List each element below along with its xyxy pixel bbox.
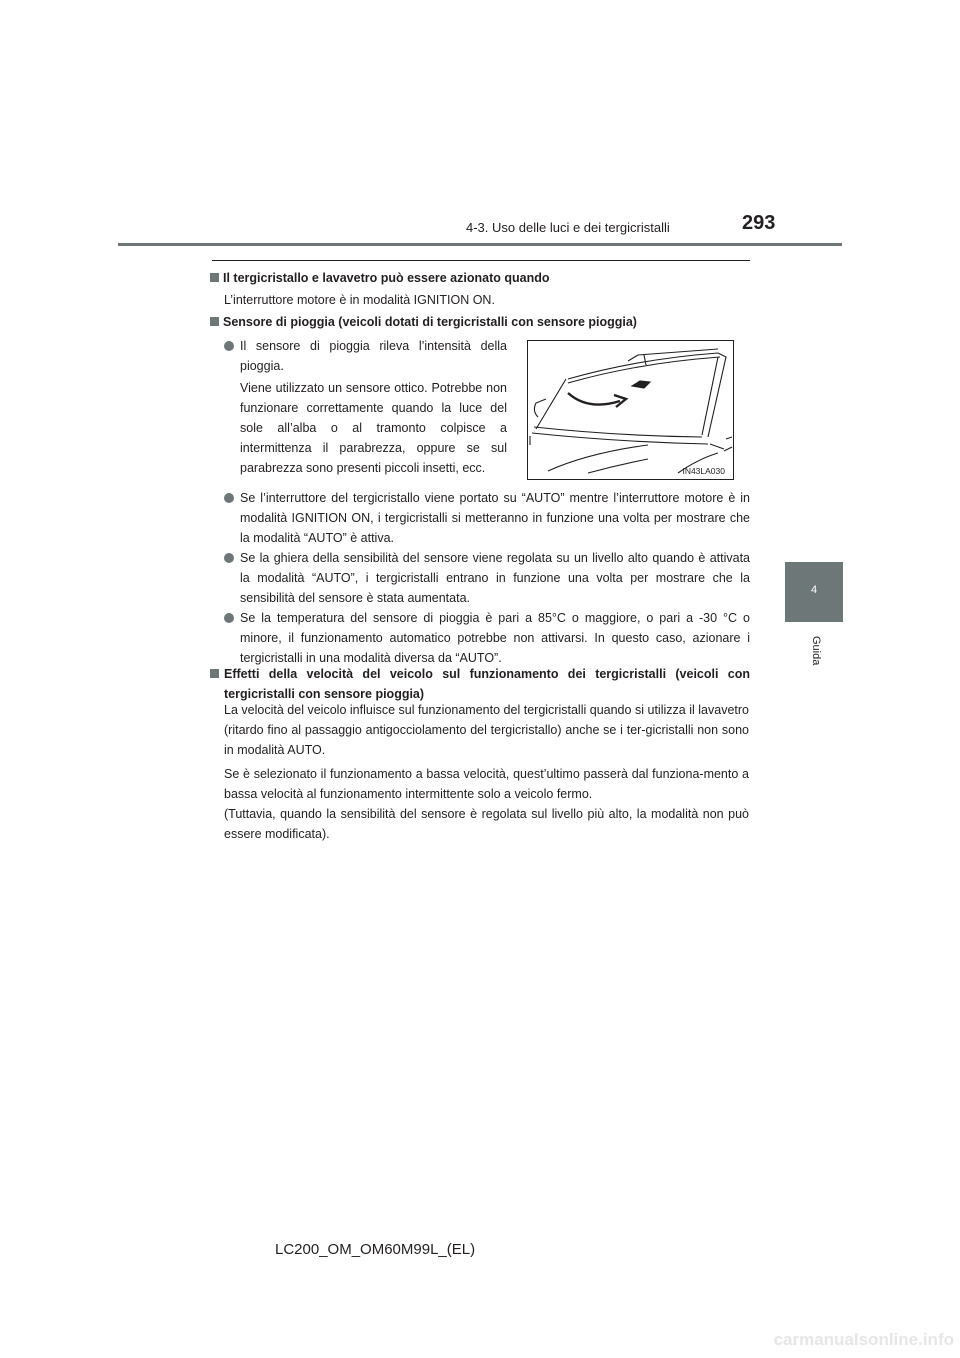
chapter-label: Guida [810,636,822,666]
section-title: 4-3. Uso delle luci e dei tergicristalli [466,220,670,235]
bullet-text: Se l’interruttore del tergicristallo viene portato su “AUTO” mentre l’interruttore motore è in modalità IGNITION ON, i tergicristalli si metteranno in funzione una volta per mostrare che la modalità “AUTO” è attiva. [240,491,750,545]
chapter-number: 4 [810,584,818,596]
bullet-item [224,608,750,668]
paragraph: Se è selezionato il funzionamento a bassa velocità, quest’ultimo passerà dal funziona-mento a bassa velocità al funzionamento intermittente solo a veicolo fermo. [224,767,749,801]
bullet-text: Se la temperatura del sensore di pioggia è pari a 85°C o maggiore, o pari a -30 °C o minore, il funzionamento automatico potrebbe non attivarsi. In questo caso, azionare i tergicristalli in una modalità diversa da “AUTO”. [240,611,750,665]
header-rule [118,243,842,246]
bullet-text: Se la ghiera della sensibilità del sensore viene regolata su un livello alto quando è attivata la modalità “AUTO”, i tergicristalli entrano in funzione una volta per mostrare che la sensibilità del sensore è stata aumentata. [240,551,750,605]
document-code: LC200_OM_OM60M99L_(EL) [275,1241,476,1258]
windshield-drawing [528,341,733,479]
section-heading-vehicle-speed [210,664,750,704]
bullet-item [224,488,750,548]
bullet-subparagraph: Viene utilizzato un sensore ottico. Potrebbe non funzionare correttamente quando la luce del sole all’alba o al tramonto colpisce a intermittenza il parabrezza, oppure se sul parabrezza sono presenti piccoli insetti, ecc. [240,381,507,475]
square-bullet-icon [210,669,219,678]
heading-text: Il tergicristallo e lavavetro può essere azionato quando [223,271,550,285]
section-heading-rain-sensor [210,312,750,332]
paragraph: L’interruttore motore è in modalità IGNITION ON. [224,293,495,307]
paragraph: (Tuttavia, quando la sensibilità del sensore è regolata sul livello più alto, la modalità non può essere modificata). [224,807,749,841]
section-heading-operation [210,268,750,288]
page-number: 293 [742,212,776,234]
heading-text: Effetti della velocità del veicolo sul funzionamento dei tergicristalli (veicoli con tergicristalli con sensore pioggia) [224,667,750,701]
round-bullet-icon [224,553,234,563]
watermark: carmanualsonline.info [773,1330,954,1349]
chapter-tab [785,562,843,622]
round-bullet-icon [224,493,234,503]
round-bullet-icon [224,613,234,623]
paragraph: La velocità del veicolo influisce sul funzionamento del tergicristalli quando si utilizza il lavavetro (ritardo fino al passaggio antigocciolamento del tergicristallo) anche se i ter-gicristalli non sono in modalità AUTO. [224,703,749,757]
round-bullet-icon [224,341,234,351]
square-bullet-icon [210,273,219,282]
bullet-text: Il sensore di pioggia rileva l’intensità della pioggia. [240,339,507,373]
rain-sensor-illustration [527,340,734,480]
figure-code: IN43LA030 [682,466,725,476]
bullet-item [224,548,750,608]
content-rule [212,260,750,261]
square-bullet-icon [210,317,219,326]
heading-text: Sensore di pioggia (veicoli dotati di tergicristalli con sensore pioggia) [223,315,637,329]
